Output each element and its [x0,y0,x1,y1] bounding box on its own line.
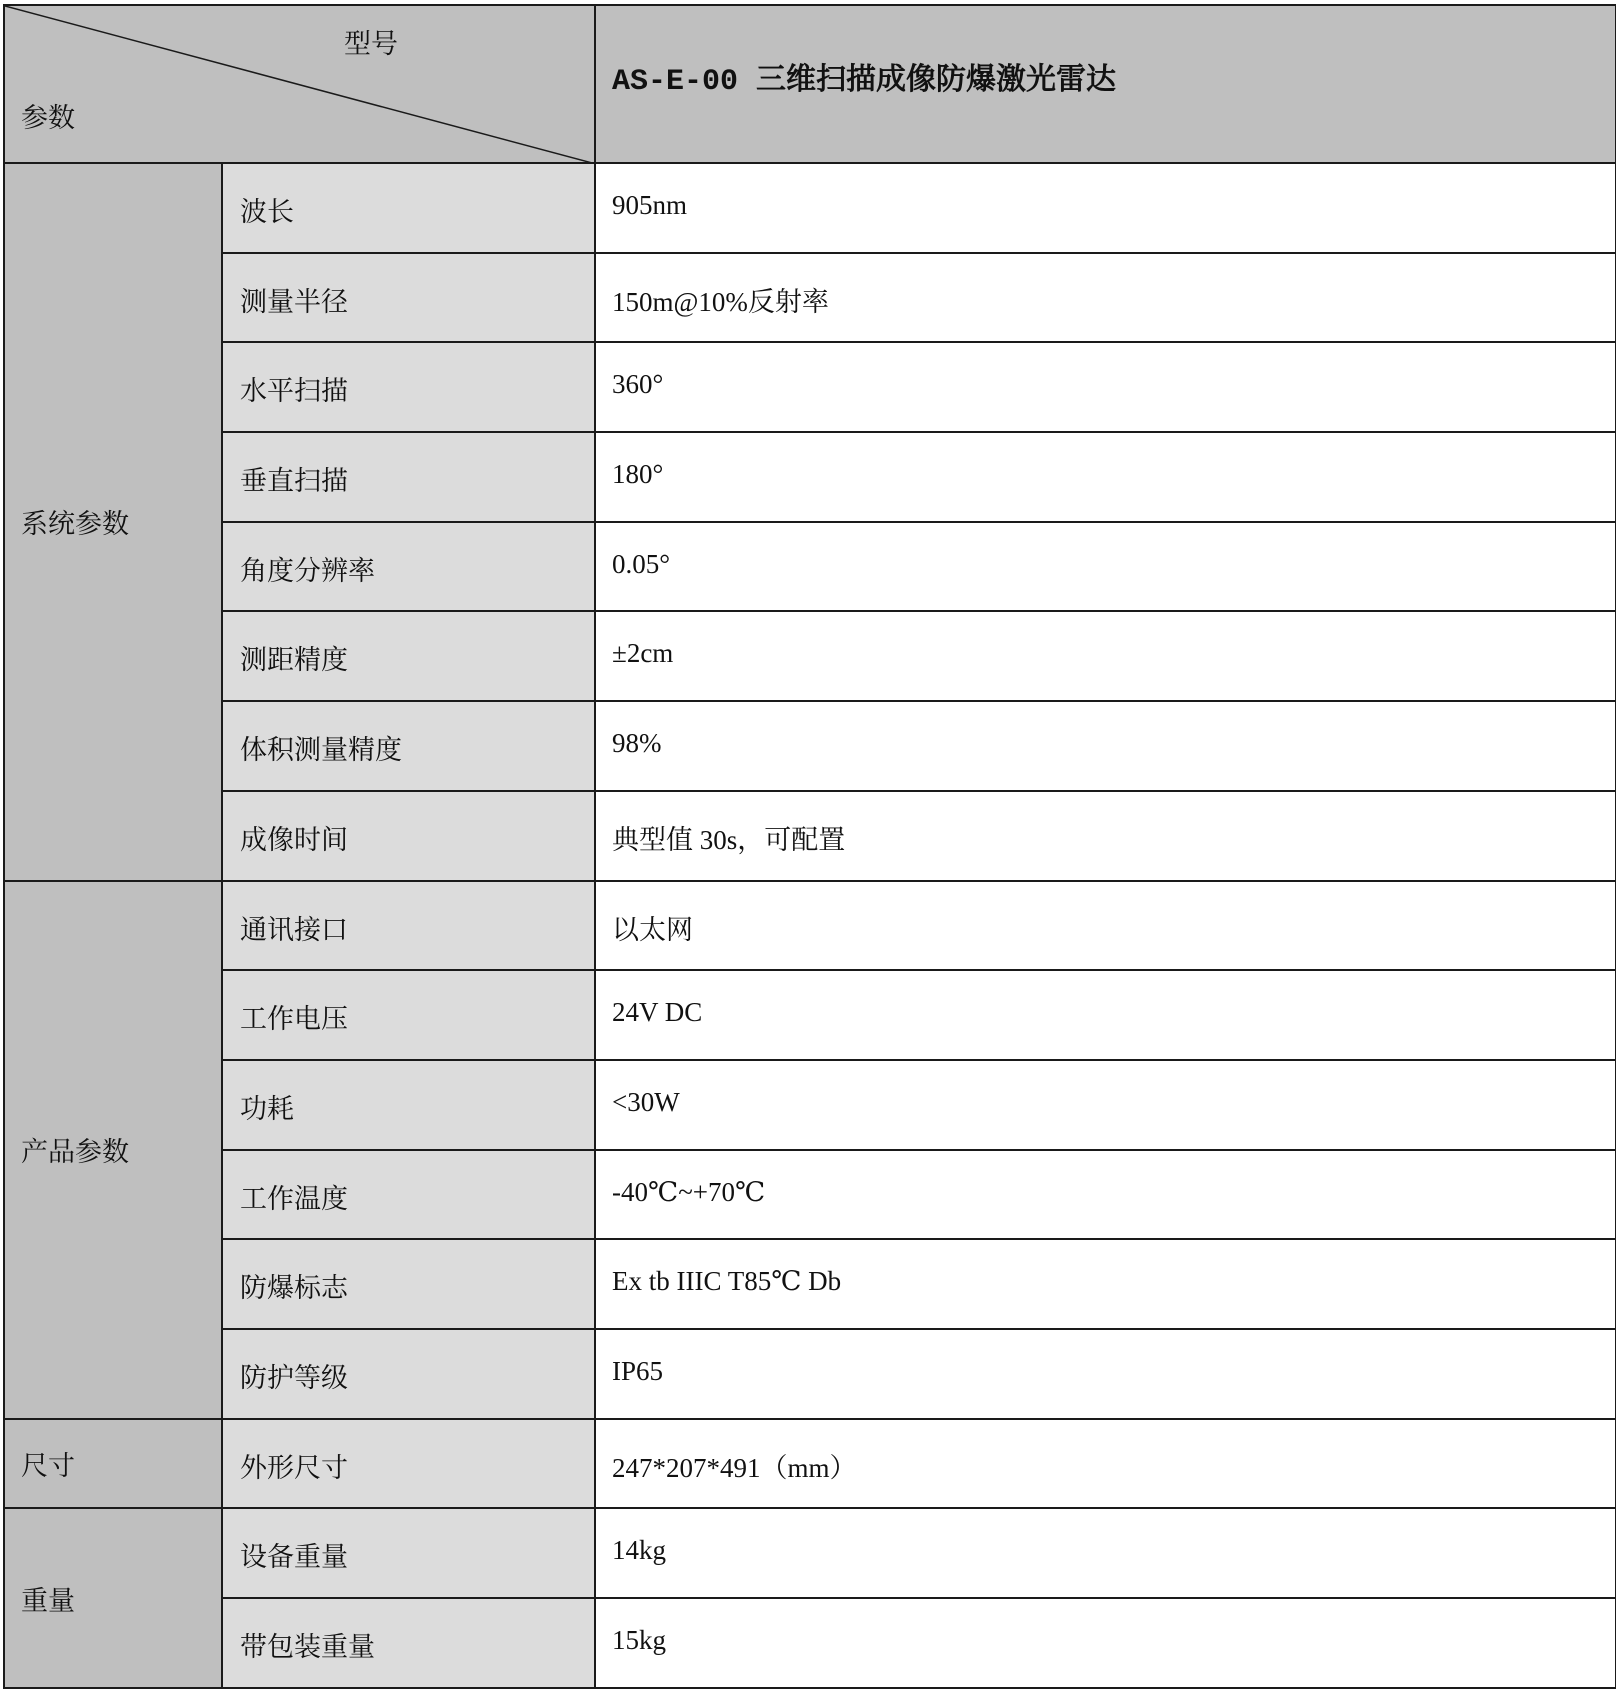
param-name-cell: 水平扫描 [222,342,595,432]
param-name-cell: 防护等级 [222,1329,595,1419]
param-name-cell: 设备重量 [222,1508,595,1598]
param-value-cell: 15kg [595,1598,1616,1688]
param-value-cell: 247*207*491（mm） [595,1419,1616,1509]
table-row [4,1419,1616,1509]
param-value-cell: 典型值 30s，可配置 [595,791,1616,881]
param-name-cell: 测量半径 [222,253,595,343]
table-row [4,1508,1616,1598]
param-value-cell: 以太网 [595,881,1616,971]
table-row [4,253,1616,343]
param-value-cell: 24V DC [595,970,1616,1060]
table-row [4,1239,1616,1329]
corner-top-label: 型号 [344,29,398,59]
param-name-cell: 工作电压 [222,970,595,1060]
param-value-cell: IP65 [595,1329,1616,1419]
param-name-cell: 垂直扫描 [222,432,595,522]
category-cell: 尺寸 [4,1419,222,1509]
table-row [4,1329,1616,1419]
corner-bottom-label: 参数 [21,103,75,133]
model-title: AS-E-00 三维扫描成像防爆激光雷达 [595,5,1616,163]
param-value-cell: 98% [595,701,1616,791]
spec-table [3,4,1615,1686]
table-row [4,163,1616,253]
param-value-cell: <30W [595,1060,1616,1150]
table-row [4,522,1616,612]
table-row [4,791,1616,881]
param-name-cell: 波长 [222,163,595,253]
param-value-cell: ±2cm [595,611,1616,701]
param-value-cell: Ex tb IIIC T85℃ Db [595,1239,1616,1329]
table-row [4,1150,1616,1240]
param-name-cell: 带包装重量 [222,1598,595,1688]
param-name-cell: 外形尺寸 [222,1419,595,1509]
spec-grid [3,4,1616,1689]
table-row [4,342,1616,432]
table-row [4,1598,1616,1688]
param-value-cell: 905nm [595,163,1616,253]
param-name-cell: 成像时间 [222,791,595,881]
header-row [4,5,1616,163]
category-cell: 重量 [4,1508,222,1687]
param-name-cell: 体积测量精度 [222,701,595,791]
table-row [4,611,1616,701]
param-value-cell: 14kg [595,1508,1616,1598]
param-value-cell: 150m@10%反射率 [595,253,1616,343]
table-row [4,432,1616,522]
param-value-cell: -40℃~+70℃ [595,1150,1616,1240]
param-name-cell: 防爆标志 [222,1239,595,1329]
param-name-cell: 工作温度 [222,1150,595,1240]
param-name-cell: 功耗 [222,1060,595,1150]
category-cell: 系统参数 [4,163,222,881]
diagonal-divider [5,6,596,164]
param-name-cell: 角度分辨率 [222,522,595,612]
category-cell: 产品参数 [4,881,222,1419]
table-row [4,701,1616,791]
table-row [4,1060,1616,1150]
table-row [4,970,1616,1060]
param-value-cell: 180° [595,432,1616,522]
table-row [4,881,1616,971]
param-name-cell: 通讯接口 [222,881,595,971]
param-value-cell: 360° [595,342,1616,432]
param-name-cell: 测距精度 [222,611,595,701]
corner-header-cell [4,5,595,163]
param-value-cell: 0.05° [595,522,1616,612]
